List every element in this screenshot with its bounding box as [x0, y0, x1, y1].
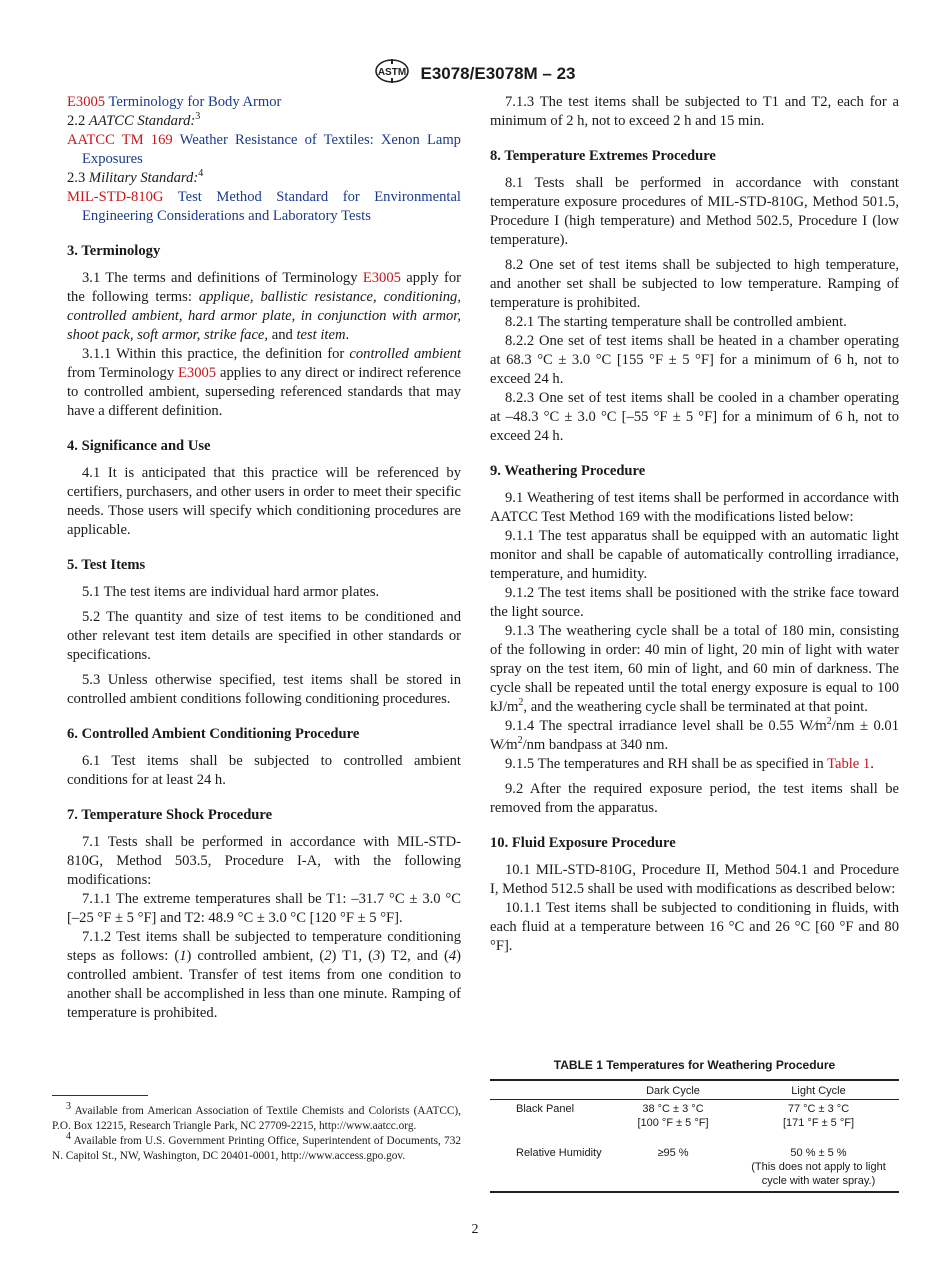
para-8-1: 8.1 Tests shall be performed in accordance with constant temperature exposure procedures of MIL-STD-810G, Method 501.5, Procedure I (high temperature) and Method 502.5, Procedure I (low temperature).: [490, 175, 899, 248]
table-title: TABLE 1 Temperatures for Weathering Procedure: [553, 1058, 836, 1072]
para-6-1: 6.1 Test items shall be subjected to controlled ambient conditions for at least 24 h.: [67, 753, 461, 788]
para-3-1-1: 3.1.1 Within this practice, the definition for controlled ambient from Terminology E3005 applies to any direct or indirect reference to controlled ambient, superseding referenced standards that may have a different definition.: [67, 346, 462, 419]
weathering-table: [490, 1079, 899, 1193]
heading-significance: 4. Significance and Use: [67, 438, 211, 454]
table-header: Light Cycle: [738, 1080, 899, 1100]
section-number: 2.2: [67, 113, 86, 129]
heading-terminology: 3. Terminology: [67, 243, 161, 259]
section-2-3: [67, 169, 461, 188]
table-cell: 77 °C ± 3 °C [171 °F ± 5 °F]: [782, 1103, 855, 1129]
table-cell: 38 °C ± 3 °C [100 °F ± 5 °F]: [637, 1103, 709, 1129]
section-title: AATCC Standard:: [88, 113, 196, 129]
footnotes: [52, 1101, 461, 1164]
reference-mil-std: [67, 188, 461, 226]
para-9-1-4: 9.1.4 The spectral irradiance level shall be 0.55 $W⁄m^2/nm \pm 0.01$ $W⁄m^2/nm$ bandpass at 340 nm.: [490, 716, 899, 753]
table-header: [490, 1080, 608, 1100]
para-5-1: 5.1 The test items are individual hard armor plates.: [82, 584, 380, 600]
table-row: [490, 1100, 899, 1131]
footnote-ref[interactable]: 3: [195, 111, 201, 123]
reference-aatcc: [67, 131, 461, 169]
para-9-1-2: 9.1.2 The test items shall be positioned with the strike face toward the light source.: [490, 585, 899, 620]
footnote-divider: [52, 1095, 148, 1096]
footnote-ref[interactable]: 4: [198, 168, 204, 180]
section-number: 2.3: [67, 170, 86, 186]
left-column: [67, 93, 461, 1023]
para-9-1: 9.1 Weathering of test items shall be performed in accordance with AATCC Test Method 169 with the modifications listed below:: [490, 490, 899, 525]
ref-link-e3005[interactable]: E3005: [178, 365, 217, 381]
section-2-2: [67, 112, 461, 131]
para-7-1-2: 7.1.2 Test items shall be subjected to temperature conditioning steps as follows: (1) controlled ambient, (2) T1, (3) T2, and (4) controlled ambient. Transfer of test items from one condition to another shall be accomplished in less than one minute. Ramping of temperature is prohibited.: [67, 929, 461, 1021]
page-header: [0, 58, 950, 89]
para-5-2: 5.2 The quantity and size of test items to be conditioned and other relevant test item details are specified in other standards or specifications.: [67, 609, 461, 663]
para-9-1-1: 9.1.1 The test apparatus shall be equipped with an automatic light monitor and shall be capable of automatically controlling irradiance, temperature, and humidity.: [490, 528, 899, 582]
ref-link-e3005[interactable]: E3005: [67, 94, 106, 110]
page-number: 2: [471, 1222, 479, 1237]
footnote-3: $^3$ Available from American Association of Textile Chemists and Colorists (AATCC), P.O. Box 12215, Research Triangle Park, NC 27709-2215, http://www.aatcc.org.: [52, 1101, 461, 1132]
table-row: [490, 1144, 899, 1192]
para-10-1-1: 10.1.1 Test items shall be subjected to conditioning in fluids, with each fluid at a temperature between 16 °C and 26 °C [60 °F and 80 °F].: [490, 900, 899, 954]
heading-fluid-exposure: 10. Fluid Exposure Procedure: [490, 835, 676, 851]
ref-link-e3005[interactable]: E3005: [362, 270, 401, 286]
para-7-1-1: 7.1.1 The extreme temperatures shall be T1: –31.7 °C ± 3.0 °C [–25 °F ± 5 °F] and T2: 48.9 °C ± 3.0 °C [120 °F ± 5 °F].: [67, 891, 461, 926]
row-label: Black Panel: [516, 1103, 575, 1115]
para-7-1-3: 7.1.3 The test items shall be subjected to T1 and T2, each for a minimum of 2 h, not to exceed 2 h and 15 min.: [490, 94, 899, 129]
section-title: Military Standard:: [88, 170, 199, 186]
ref-title[interactable]: Test Method Standard for Environmental Engineering Considerations and Laboratory Tests: [82, 189, 461, 224]
table-1: [490, 1058, 899, 1193]
table-cell: 50 % ± 5 % (This does not apply to light cycle with water spray.): [738, 1144, 899, 1192]
para-9-1-5: 9.1.5 The temperatures and RH shall be as specified in Table 1.: [505, 756, 874, 772]
heading-controlled-ambient: 6. Controlled Ambient Conditioning Procedure: [67, 726, 360, 742]
table-1-link[interactable]: Table 1: [827, 756, 871, 772]
para-4-1: 4.1 It is anticipated that this practice will be referenced by certifiers, purchasers, and other users in order to meet their specific needs. Those users will specify which conditioning procedures are applicable.: [67, 465, 461, 538]
right-column: [490, 93, 899, 956]
para-8-2-1: 8.2.1 The starting temperature shall be controlled ambient.: [505, 314, 847, 330]
ref-title[interactable]: Terminology for Body Armor: [108, 94, 282, 110]
heading-test-items: 5. Test Items: [67, 557, 146, 573]
table-cell: ≥95 %: [608, 1144, 738, 1192]
footnote-4: $^4$ Available from U.S. Government Printing Office, Superintendent of Documents, 732 N. Capitol St., NW, Washington, DC 20401-0001, http://www.access.gpo.gov.: [52, 1131, 461, 1162]
reference-e3005: [67, 93, 461, 112]
para-9-1-3: 9.1.3 The weathering cycle shall be a total of 180 min, consisting of the following in order: 40 min of light, 20 min of light with water spray on the test item, 60 min of light, and 60 min of darkness. The cycle shall be repeated until the total energy exposure is equal to 100 $kJ/m^2$, and the weathering cycle shall be terminated at that point.: [490, 623, 899, 715]
table-header: Dark Cycle: [608, 1080, 738, 1100]
para-7-1: 7.1 Tests shall be performed in accordance with MIL-STD-810G, Method 503.5, Procedure I-A, with the following modifications:: [67, 834, 461, 888]
astm-logo-icon: [374, 58, 410, 89]
para-5-3: 5.3 Unless otherwise specified, test items shall be stored in controlled ambient conditions following conditioning procedures.: [67, 672, 461, 707]
para-3-1: 3.1 The terms and definitions of Terminology E3005 apply for the following terms: applique, ballistic resistance, conditioning, controlled ambient, hard armor plate, in conjunction with armor, shoot pack, soft armor, strike face, and test item.: [67, 270, 461, 343]
para-10-1: 10.1 MIL-STD-810G, Procedure II, Method 504.1 and Procedure I, Method 512.5 shall be used with modifications as described below:: [490, 862, 899, 897]
svg-text:ASTM: ASTM: [378, 67, 407, 78]
document-designation: E3078/E3078M – 23: [420, 63, 576, 83]
heading-temperature-shock: 7. Temperature Shock Procedure: [67, 807, 273, 823]
ref-link-aatcc[interactable]: AATCC TM 169: [67, 132, 173, 148]
ref-title[interactable]: Weather Resistance of Textiles: Xenon Lamp Exposures: [82, 132, 461, 167]
ref-link-mil-std[interactable]: MIL-STD-810G: [67, 189, 164, 205]
para-9-2: 9.2 After the required exposure period, the test items shall be removed from the apparatus.: [490, 781, 899, 816]
para-8-2: 8.2 One set of test items shall be subjected to high temperature, and another set shall be subjected to low temperature. Ramping of temperature is prohibited.: [490, 257, 899, 311]
heading-weathering: 9. Weathering Procedure: [490, 463, 646, 479]
row-label: Relative Humidity: [490, 1144, 608, 1192]
heading-temperature-extremes: 8. Temperature Extremes Procedure: [490, 148, 716, 164]
para-8-2-3: 8.2.3 One set of test items shall be cooled in a chamber operating at –48.3 °C ± 3.0 °C [–55 °F ± 5 °F] for a minimum of 6 h, not to exceed 24 h.: [490, 390, 899, 444]
para-8-2-2: 8.2.2 One set of test items shall be heated in a chamber operating at 68.3 °C ± 3.0 °C [155 °F ± 5 °F] for a minimum of 6 h, not to exceed 24 h.: [490, 333, 899, 387]
